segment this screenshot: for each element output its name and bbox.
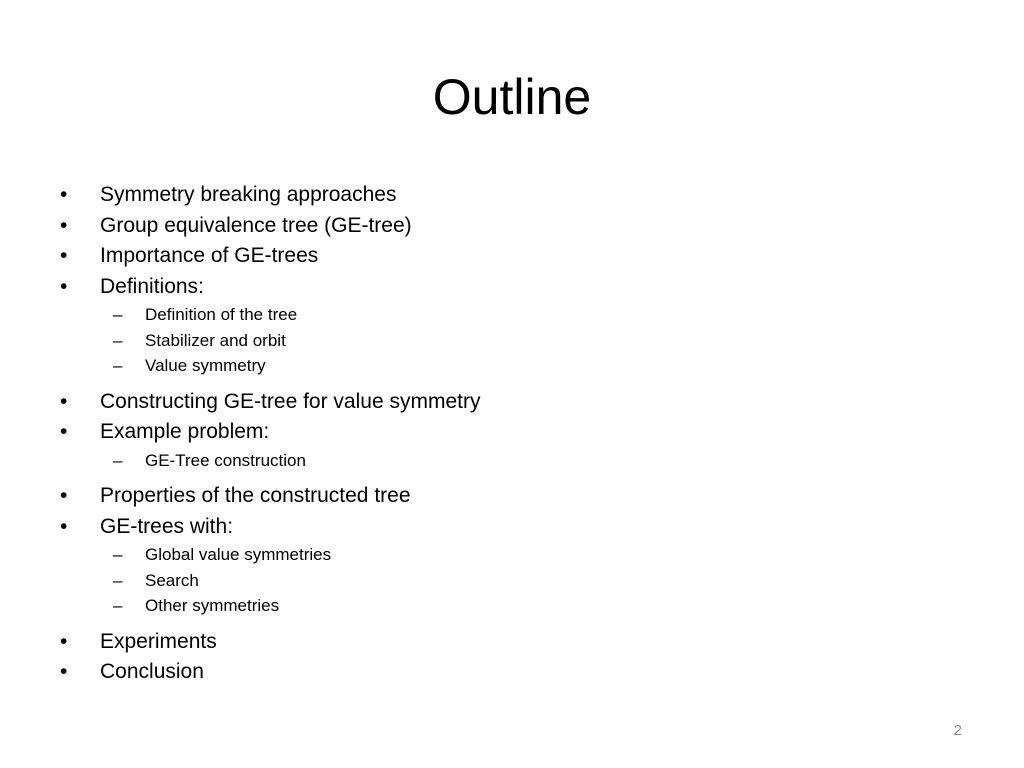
outline-subitem-text: Stabilizer and orbit [145, 330, 286, 350]
outline-sublist-wrapper [0, 302, 1000, 379]
outline-sublist [0, 302, 1000, 379]
dash-icon: – [113, 356, 123, 375]
outline-list [0, 180, 1000, 688]
outline-item [0, 481, 1000, 512]
outline-item [0, 272, 1000, 303]
outline-item [0, 627, 1000, 658]
bullet-icon: • [60, 420, 68, 443]
outline-item [0, 180, 1000, 211]
outline-item [0, 387, 1000, 418]
outline-subitem-text: Search [145, 570, 199, 590]
outline-subitem [0, 302, 1000, 328]
bullet-icon: • [60, 629, 68, 653]
outline-item-text: Experiments [100, 629, 217, 653]
outline-subitem-text: Definition of the tree [145, 305, 298, 324]
bullet-icon: • [60, 274, 68, 298]
outline-subitem [0, 448, 1000, 474]
outline-sublist [0, 448, 1000, 474]
dash-icon: – [113, 450, 123, 470]
dash-icon: – [113, 330, 123, 350]
bullet-icon: • [60, 183, 68, 206]
outline-item-text: GE-trees with: [100, 514, 234, 538]
bullet-icon: • [60, 514, 68, 538]
outline-item-text: Properties of the constructed tree [100, 484, 411, 507]
outline-item-text: Conclusion [100, 660, 204, 683]
bullet-icon: • [60, 660, 68, 683]
outline-sublist-wrapper [0, 448, 1000, 474]
outline-item-text: Group equivalence tree (GE-tree) [100, 213, 412, 237]
outline-sublist-wrapper [0, 542, 1000, 619]
outline-item-text: Constructing GE-tree for value symmetry [100, 389, 481, 413]
outline-item [0, 417, 1000, 448]
outline-item [0, 657, 1000, 688]
outline-subitem [0, 328, 1000, 354]
dash-icon: – [113, 305, 123, 324]
outline-subitem [0, 593, 1000, 619]
bullet-icon: • [60, 244, 68, 267]
outline-subitem-text: GE-Tree construction [145, 450, 306, 470]
outline-item [0, 241, 1000, 272]
outline-item-text: Symmetry breaking approaches [100, 183, 397, 206]
bullet-icon: • [60, 213, 68, 237]
page-number: 2 [953, 722, 962, 739]
outline-item [0, 211, 1000, 242]
outline-item [0, 512, 1000, 543]
bullet-icon: • [60, 484, 68, 507]
outline-subitem-text: Global value symmetries [145, 545, 332, 564]
outline-subitem [0, 353, 1000, 379]
outline-item-text: Example problem: [100, 420, 270, 443]
dash-icon: – [113, 596, 123, 615]
outline-sublist [0, 542, 1000, 619]
bullet-icon: • [60, 389, 68, 413]
dash-icon: – [113, 545, 123, 564]
slide-title: Outline [432, 69, 592, 125]
dash-icon: – [113, 570, 123, 590]
outline-item-text: Definitions: [100, 274, 204, 298]
outline-subitem-text: Other symmetries [145, 596, 280, 615]
outline-subitem [0, 568, 1000, 594]
outline-subitem [0, 542, 1000, 568]
outline-item-text: Importance of GE-trees [100, 244, 319, 267]
outline-subitem-text: Value symmetry [145, 356, 266, 375]
